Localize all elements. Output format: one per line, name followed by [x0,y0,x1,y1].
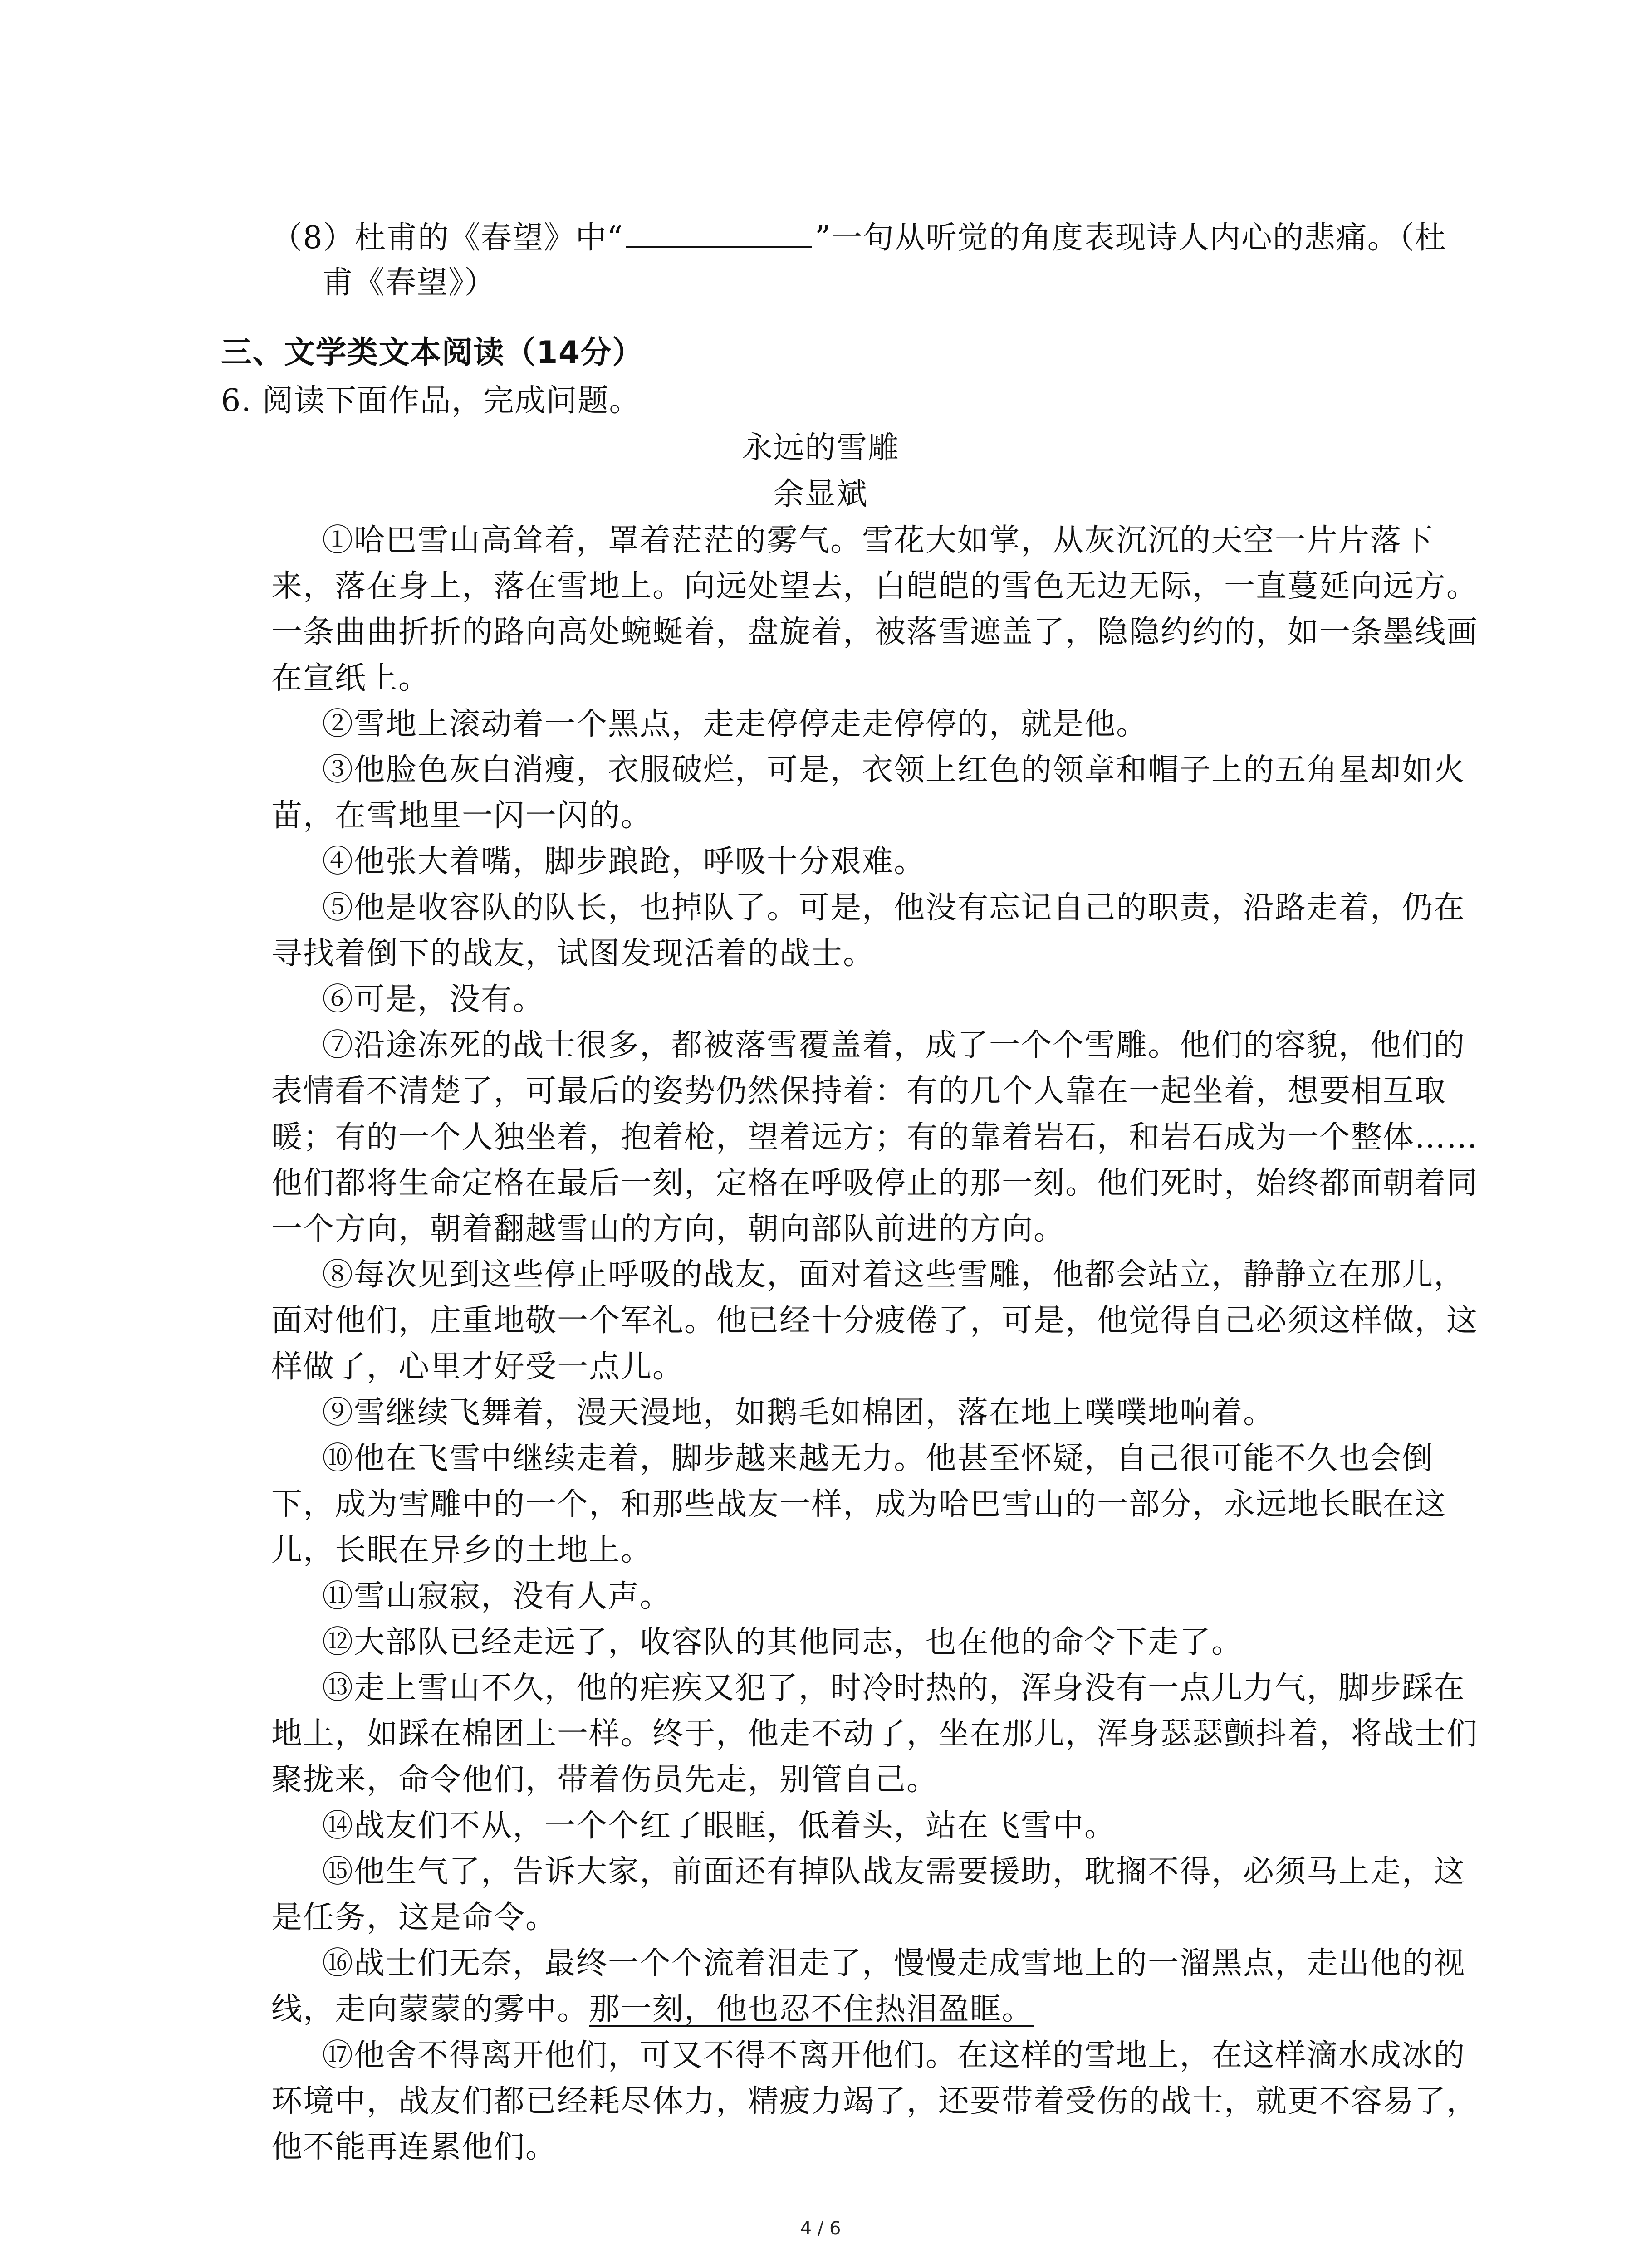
paragraph-text: 线，走向蒙蒙的雾中。 [271,1991,589,2028]
paragraph-text: ②雪地上滚动着一个黑点，走走停停走走停停的，就是他。 [322,706,1148,742]
question-6-instruction: 6. 阅读下面作品，完成问题。 [221,383,641,419]
paragraph-16-line-2 [271,1990,1034,2028]
paragraph-text: 苗，在雪地里一闪一闪的。 [271,798,653,834]
paragraph-text: ⑯战士们无奈，最终一个个流着泪走了，慢慢走成雪地上的一溜黑点，走出他的视 [322,1945,1466,1982]
paragraph-text: 环境中，战友们都已经耗尽体力，精疲力竭了，还要带着受伤的战士，就更不容易了， [271,2083,1479,2119]
paragraph-7-line-3 [271,1119,1478,1157]
paragraph-text: ③他脸色灰白消瘦，衣服破烂，可是，衣领上红色的领章和帽子上的五角星却如火 [322,752,1466,788]
paragraph-text: 表情看不清楚了，可最后的姿势仍然保持着：有的几个人靠在一起坐着，想要相互取 [271,1073,1447,1110]
paragraph-text: ④他张大着嘴，脚步踉跄，呼吸十分艰难。 [322,844,926,880]
paragraph-text: ⑤他是收容队的队长，也掉队了。可是，他没有忘记自己的职责，沿路走着，仍在 [322,890,1466,926]
paragraph-text: 样做了，心里才好受一点儿。 [271,1349,685,1385]
section-heading: 三、文学类文本阅读（14分） [221,335,644,371]
paragraph-text: ⑫大部队已经走远了，收容队的其他同志，也在他的命令下走了。 [322,1624,1244,1660]
paragraph-4-line-1 [322,843,926,881]
paragraph-7-line-2 [271,1072,1446,1110]
paragraph-16-line-1 [322,1945,1465,1983]
paragraph-text: ⑪雪山寂寂，没有人声。 [322,1578,672,1614]
paragraph-13-line-1 [322,1669,1465,1707]
paragraph-text: ⑨雪继续飞舞着，漫天漫地，如鹅毛如棉团，落在地上噗噗地响着。 [322,1394,1275,1431]
paragraph-3-line-1 [322,751,1465,789]
paragraph-text: ⑭战友们不从，一个个红了眼眶，低着头，站在飞雪中。 [322,1808,1117,1844]
paragraph-15-line-2 [271,1899,557,1937]
paragraph-9-line-1 [322,1394,1275,1432]
paragraph-15-line-1 [322,1853,1465,1891]
paragraph-text: ⑥可是，没有。 [322,982,545,1017]
paragraph-text: 他们都将生命定格在最后一刻，定格在呼吸停止的那一刻。他们死时，始终都面朝着同 [271,1165,1479,1201]
paragraph-text: ⑦沿途冻死的战士很多，都被落雪覆盖着，成了一个个雪雕。他们的容貌，他们的 [322,1027,1466,1064]
paragraph-13-line-2 [271,1715,1478,1753]
paragraph-3-line-2 [271,797,652,835]
paragraph-17-line-3 [271,2128,557,2166]
paragraph-text: 地上，如踩在棉团上一样。终于，他走不动了，坐在那儿，浑身瑟瑟颤抖着，将战士们 [271,1716,1479,1752]
paragraph-text: 下，成为雪雕中的一个，和那些战友一样，成为哈巴雪山的一部分，永远地长眠在这 [271,1486,1447,1523]
paragraph-7-line-5 [271,1210,1065,1248]
article-author: 余显斌 [773,476,868,512]
paragraph-text: ①哈巴雪山高耸着，罩着茫茫的雾气。雪花大如掌，从灰沉沉的天空一片片落下 [322,523,1434,558]
paragraph-text: 暖；有的一个人独坐着，抱着枪，望着远方；有的靠着岩石，和岩石成为一个整体…… [271,1119,1479,1155]
paragraph-17-line-1 [322,2037,1465,2075]
paragraph-text: ⑬走上雪山不久，他的疟疾又犯了，时冷时热的，浑身没有一点儿力气，脚步踩在 [322,1670,1466,1706]
paragraph-6-line-1 [322,981,544,1019]
paragraph-text: ⑰他舍不得离开他们，可又不得不离开他们。在这样的雪地上，在这样滴水成冰的 [322,2037,1466,2073]
paragraph-text: 面对他们，庄重地敬一个军礼。他已经十分疲倦了，可是，他觉得自己必须这样做，这 [271,1303,1479,1339]
paragraph-12-line-1 [322,1623,1243,1662]
paragraph-text: 聚拢来，命令他们，带着伤员先走，别管自己。 [271,1762,939,1798]
paragraph-text: ⑩他在飞雪中继续走着，脚步越来越无力。他甚至怀疑，自己很可能不久也会倒 [322,1441,1434,1476]
underlined-sentence: 那一刻，他也忍不住热泪盈眶。 [589,1991,1034,2028]
paragraph-text: 一个方向，朝着翻越雪山的方向，朝向部队前进的方向。 [271,1211,1066,1247]
question-8-prefix: （8）杜甫的《春望》中“ [271,220,624,256]
paragraph-text: 寻找着倒下的战友，试图发现活着的战士。 [271,935,875,972]
paragraph-text: 儿，长眠在异乡的土地上。 [271,1532,653,1569]
paragraph-7-line-4 [271,1164,1478,1202]
page-number: 4 / 6 [800,2218,841,2239]
paragraph-2-line-1 [322,705,1148,743]
article-title: 永远的雪雕 [741,430,900,466]
paragraph-8-line-2 [271,1302,1478,1340]
question-8-line-1 [271,219,1446,257]
paragraph-text: 一条曲曲折折的路向高处蜿蜒着，盘旋着，被落雪遮盖了，隐隐约约的，如一条墨线画 [271,614,1479,650]
paragraph-1-line-4 [271,660,430,698]
answer-blank[interactable] [626,219,812,248]
paragraph-10-line-2 [271,1486,1446,1524]
question-8-line-2: 甫《春望》） [322,265,496,301]
paragraph-text: 在宣纸上。 [271,660,431,696]
paragraph-5-line-2 [271,935,875,973]
paragraph-5-line-1 [322,889,1465,927]
paragraph-11-line-1 [322,1578,671,1616]
paragraph-8-line-3 [271,1348,684,1386]
question-8-suffix: ”一句从听觉的角度表现诗人内心的悲痛。（杜 [815,220,1447,256]
paragraph-text: 来，落在身上，落在雪地上。向远处望去，白皑皑的雪色无边无际，一直蔓延向远方。 [271,568,1479,605]
paragraph-10-line-1 [322,1440,1434,1478]
paragraph-14-line-1 [322,1807,1116,1845]
paragraph-7-line-1 [322,1026,1465,1065]
paragraph-1-line-3 [271,613,1478,651]
paragraph-17-line-2 [271,2082,1478,2121]
paragraph-1-line-1 [322,522,1434,560]
paragraph-text: ⑮他生气了，告诉大家，前面还有掉队战友需要援助，耽搁不得，必须马上走，这 [322,1853,1466,1890]
paragraph-1-line-2 [271,567,1478,606]
paragraph-8-line-1 [322,1256,1465,1294]
paragraph-text: 他不能再连累他们。 [271,2129,558,2165]
paragraph-13-line-3 [271,1761,938,1799]
paragraph-text: ⑧每次见到这些停止呼吸的战友，面对着这些雪雕，他都会站立，静静立在那儿， [322,1257,1466,1293]
paragraph-text: 是任务，这是命令。 [271,1900,558,1936]
paragraph-10-line-3 [271,1531,652,1569]
